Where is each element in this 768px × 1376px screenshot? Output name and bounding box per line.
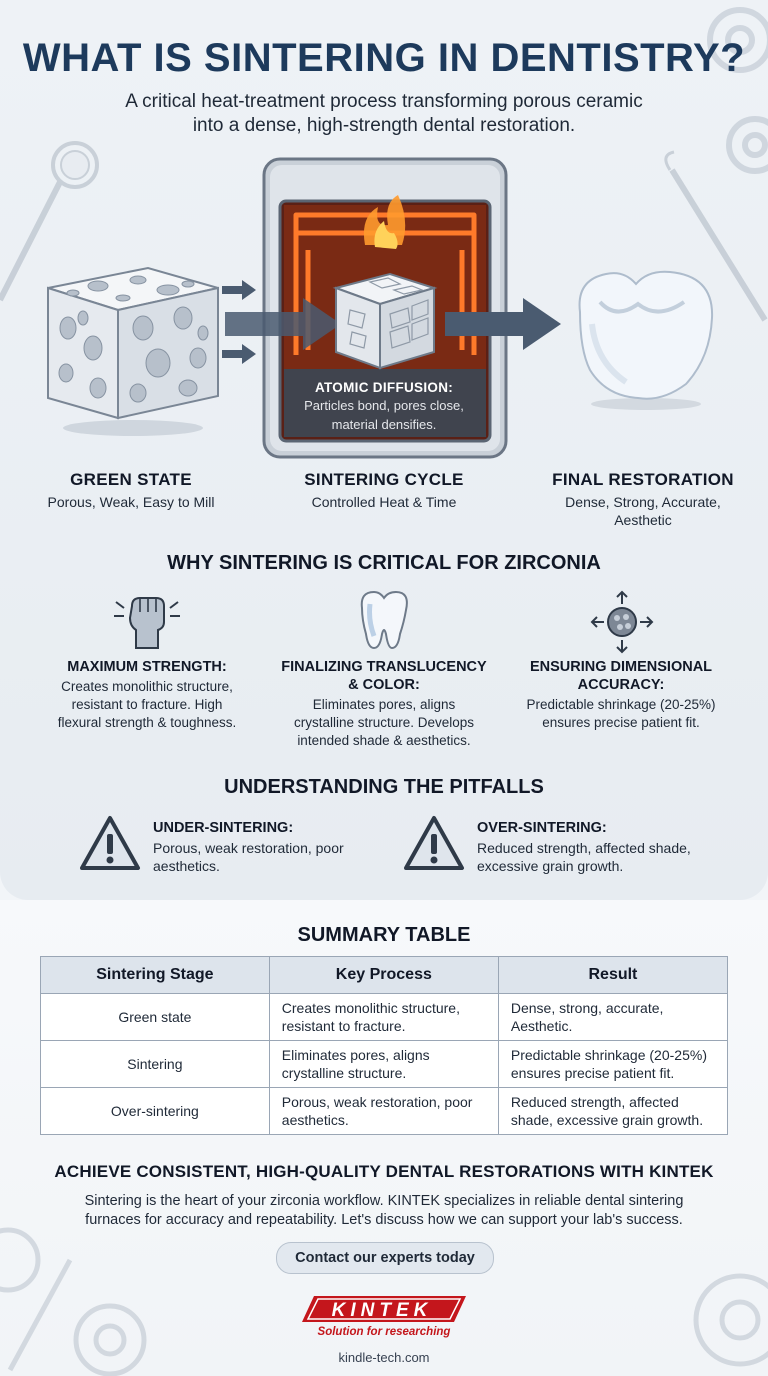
table-cell: Creates monolithic structure, resistant to fracture. <box>269 994 498 1041</box>
table-row <box>41 1041 728 1088</box>
why-section-title: WHY SINTERING IS CRITICAL FOR ZIRCONIA <box>167 552 601 574</box>
column-header: Sintering Stage <box>41 957 270 994</box>
benefit-translucency: FINALIZING TRANSLUCENCY & COLOR: Eliminates pores, aligns crystalline structure. Develops intended shade & aesthetics. <box>281 659 487 748</box>
table-header-row <box>41 957 728 994</box>
cta-body: Sintering is the heart of your zirconia workflow. KINTEK specializes in reliable dental sintering furnaces for accuracy and repeatability. Let's discuss how we can support your lab's success. <box>84 1193 684 1228</box>
benefit-dimensional-accuracy: ENSURING DIMENSIONAL ACCURACY: Predictable shrinkage (20-25%) ensures precise patient fit. <box>526 659 716 730</box>
table-cell: Over-sintering <box>41 1088 270 1135</box>
summary-table <box>40 956 728 1135</box>
warning-icon <box>402 814 466 872</box>
pitfalls-section-title: UNDERSTANDING THE PITFALLS <box>224 776 544 798</box>
column-header: Result <box>498 957 727 994</box>
column-header: Key Process <box>269 957 498 994</box>
table-cell: Predictable shrinkage (20-25%) ensures precise patient fit. <box>498 1041 727 1088</box>
summary-table-title: SUMMARY TABLE <box>297 924 471 946</box>
stage-sintering-cycle: SINTERING CYCLE Controlled Heat & Time <box>304 470 464 510</box>
process-arrow-left-icon <box>225 296 345 352</box>
footer-url[interactable]: kindle-tech.com <box>338 1350 430 1365</box>
warning-icon <box>78 814 142 872</box>
table-cell: Eliminates pores, aligns crystalline structure. <box>269 1041 498 1088</box>
table-cell: Porous, weak restoration, poor aesthetics. <box>269 1088 498 1135</box>
page-title: WHAT IS SINTERING IN DENTISTRY? <box>22 36 746 80</box>
benefit-strength: MAXIMUM STRENGTH: Creates monolithic structure, resistant to fracture. High flexural strength & toughness. <box>57 659 237 730</box>
table-row <box>41 994 728 1041</box>
tooth-icon <box>356 590 412 652</box>
stage-final-restoration: FINAL RESTORATION Dense, Strong, Accurate, Aesthetic <box>552 470 734 528</box>
shrink-arrows-icon <box>590 590 654 654</box>
pitfall-over-sintering: OVER-SINTERING: Reduced strength, affected shade, excessive grain growth. <box>477 820 691 874</box>
table-cell: Dense, strong, accurate, Aesthetic. <box>498 994 727 1041</box>
pitfall-under-sintering: UNDER-SINTERING: Porous, weak restoration, poor aesthetics. <box>153 820 344 874</box>
brand-tagline: Solution for researching <box>317 1326 451 1338</box>
logo-text: KINTEK <box>331 1300 433 1321</box>
page-subtitle: A critical heat-treatment process transforming porous ceramic into a dense, high-strength dental restoration. <box>125 91 643 136</box>
kintek-logo[interactable] <box>302 1294 466 1324</box>
table-cell: Sintering <box>41 1041 270 1088</box>
fist-icon <box>112 592 182 650</box>
atomic-diffusion-caption: ATOMIC DIFFUSION: Particles bond, pores close, material densifies. <box>304 380 464 432</box>
table-cell: Reduced strength, affected shade, excessive grain growth. <box>498 1088 727 1135</box>
contact-experts-button[interactable]: Contact our experts today <box>276 1242 494 1274</box>
table-cell: Green state <box>41 994 270 1041</box>
porous-cube-icon <box>38 238 228 438</box>
process-arrow-right-icon <box>445 296 563 352</box>
table-row <box>41 1088 728 1135</box>
dental-crown-icon <box>566 262 726 412</box>
cta-title: ACHIEVE CONSISTENT, HIGH-QUALITY DENTAL RESTORATIONS WITH KINTEK <box>54 1162 714 1181</box>
stage-green-state: GREEN STATE Porous, Weak, Easy to Mill <box>47 470 215 510</box>
dense-cube-icon <box>330 262 440 374</box>
